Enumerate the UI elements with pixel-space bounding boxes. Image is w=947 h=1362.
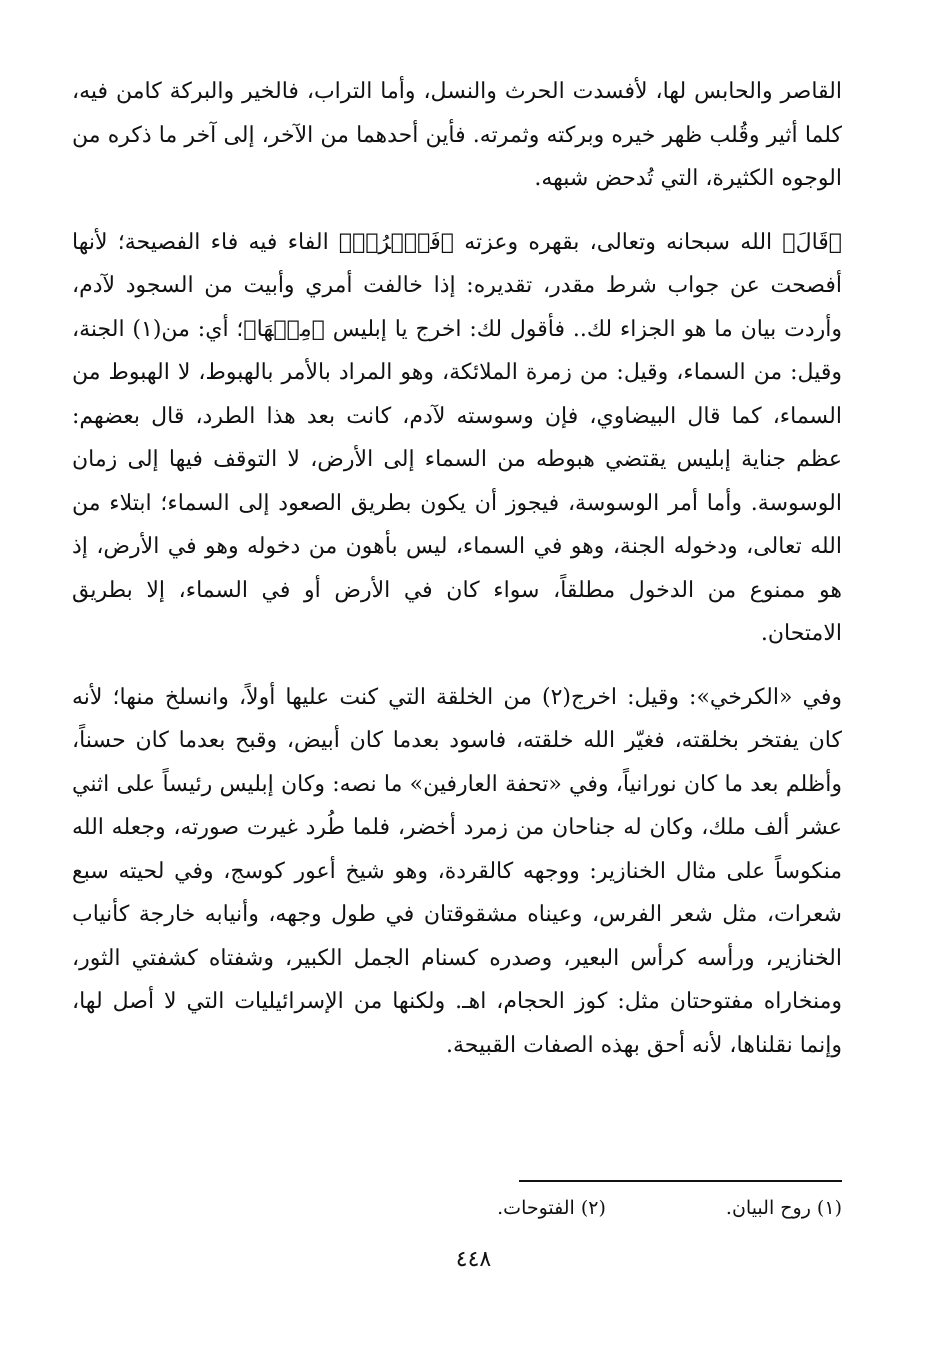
footnote-1: (١) روح البيان. [725, 1197, 842, 1219]
paragraph-2: ﴿قَالَ﴾ الله سبحانه وتعالى، بقهره وعزته ﴿فَٱخۡرُجۡ﴾ الفاء فيه فاء الفصيحة؛ لأنها أفصحت عن جواب شرط مقدر، تقديره: إذا خالفت أمري وأبيت من السجود لآدم، وأردت بيان ما هو الجزاء لك.. فأقول لك: اخرج يا إبليس ﴿مِنۡهَا﴾؛ أي: من(١) الجنة، وقيل: من السماء، وقيل: من زمرة الملائكة، وهو المراد بالأمر بالهبوط، لا الهبوط من السماء، كما قال البيضاوي، فإن وسوسته لآدم، كانت بعد هذا الطرد، قال بعضهم: عظم جناية إبليس يقتضي هبوطه من السماء إلى الأرض، لا التوقف فيها إلى زمان الوسوسة. وأما أمر الوسوسة، فيجوز أن يكون بطريق الصعود إلى السماء؛ ابتلاء من الله تعالى، ودخوله الجنة، وهو في السماء، ليس بأهون من دخوله وهو في الأرض، إذ هو ممنوع من الدخول مطلقاً، سواء كان في الأرض أو في السماء، إلا بطريق الامتحان. [72, 229, 843, 646]
footnote-divider [519, 1180, 842, 1182]
footnote-2: (٢) الفتوحات. [497, 1197, 606, 1219]
paragraph-3: وفي «الكرخي»: وقيل: اخرج(٢) من الخلقة التي كنت عليها أولاً، وانسلخ منها؛ لأنه كان يفتخر بخلقته، فغيّر الله خلقته، فاسود بعدما كان أبيض، وقبح بعدما كان حسناً، وأظلم بعد ما كان نورانياً، وفي «تحفة العارفين» ما نصه: وكان إبليس رئيساً على اثني عشر ألف ملك، وكان له جناحان من زمرد أخضر، فلما طُرد غيرت صورته، وجعله الله منكوساً على مثال الخنازير: ووجهه كالقردة، وهو شيخ أعور كوسج، وفي لحيته سبع شعرات، مثل شعر الفرس، وعيناه مشقوقتان في طول وجهه، وأنيابه خارجة كأنياب الخنازير، ورأسه كرأس البعير، وصدره كسنام الجمل الكبير، وشفتاه كشفتي الثور، ومنخاراه مفتوحتان مثل: كوز الحجام، اهـ. ولكنها من الإسرائيليات التي لا أصل لها، وإنما نقلناها، لأنه أحق بهذه الصفات القبيحة. [72, 684, 842, 1058]
page-body [72, 70, 842, 1067]
page-number: ٤٤٨ [455, 1247, 492, 1272]
footnotes [300, 1193, 842, 1223]
paragraph-1: القاصر والحابس لها، لأفسدت الحرث والنسل، وأما التراب، فالخير والبركة كامن فيه، كلما أثير وقُلب ظهر خيره وبركته وثمرته. فأين أحدهما من الآخر، إلى آخر ما ذكره من الوجوه الكثيرة، التي تُدحض شبهه. [72, 79, 842, 191]
